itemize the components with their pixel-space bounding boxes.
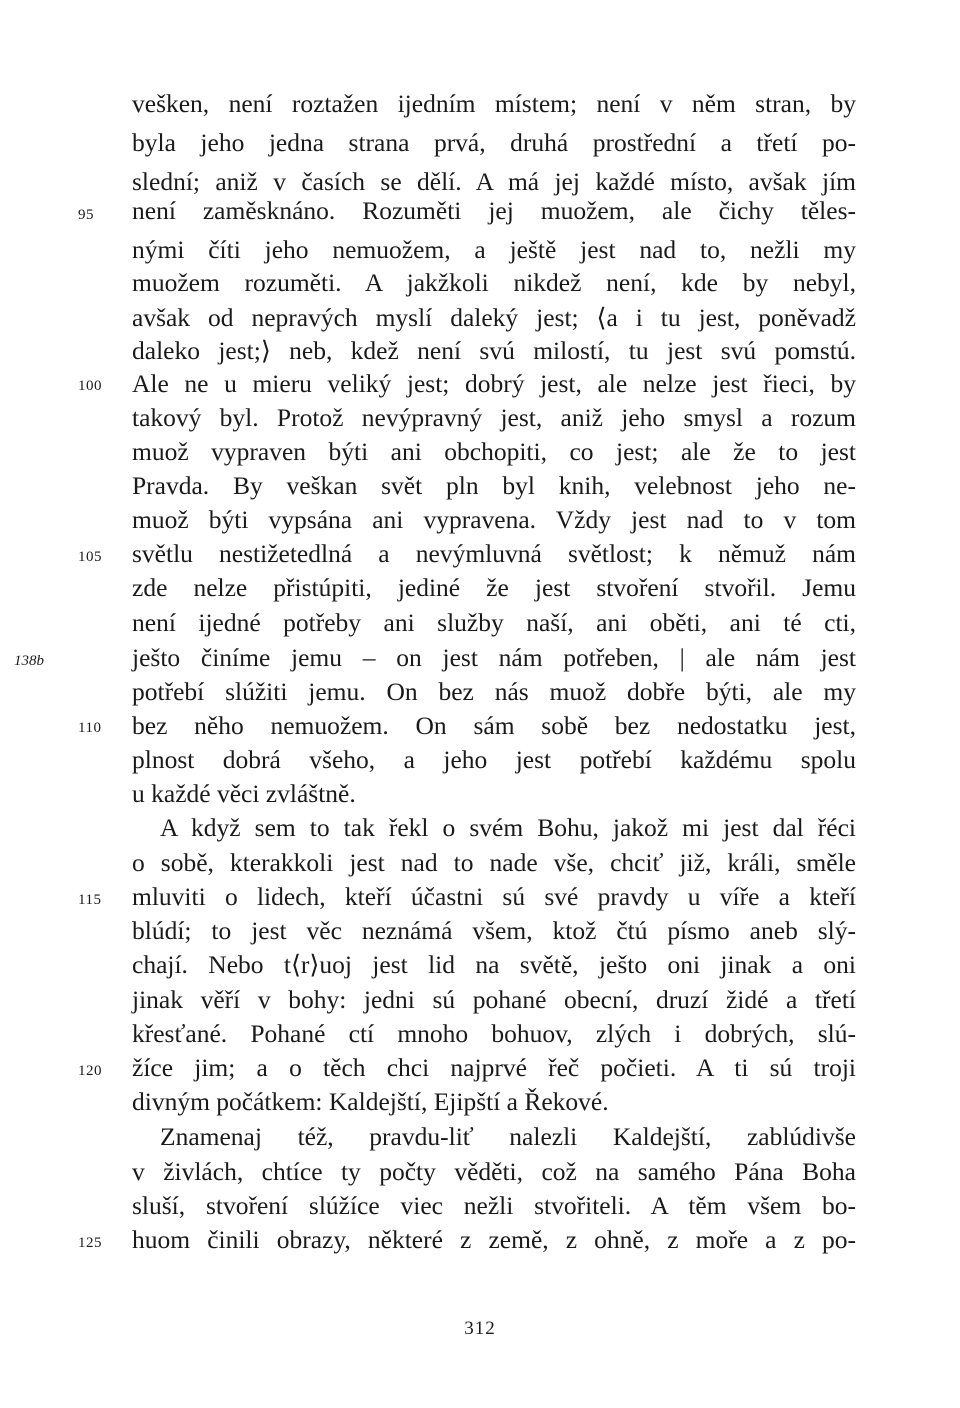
text-line: Ale ne u mieru veliký jest; dobrý jest, ale nelze jest řieci, by [132, 369, 856, 398]
text-line: sluší, stvoření slúžíce viec nežli stvořiteli. A těm všem bo- [132, 1191, 856, 1220]
text-line: chají. Nebo t⟨r⟩uoj jest lid na světě, ješto oni jinak a oni [132, 950, 856, 979]
text-line: divným počátkem: Kaldejští, Ejipští a Řekové. [132, 1087, 609, 1116]
line-number: 110 [78, 720, 102, 736]
text-line: žíce jim; a o těch chci najprvé řeč počieti. A ti sú troji [132, 1053, 856, 1082]
line-number: 120 [78, 1063, 102, 1079]
text-line: Pravda. By veškan svět pln byl knih, velebnost jeho ne- [132, 471, 856, 500]
text-line: bez něho nemuožem. On sám sobě bez nedostatku jest, [132, 711, 856, 740]
line-number: 115 [78, 892, 102, 908]
text-line: muož býti vypsána ani vypravena. Vždy jest nad to v tom [132, 505, 856, 534]
text-line: není ijedné potřeby ani služby naší, ani oběti, ani té cti, [132, 608, 856, 637]
text-line: o sobě, kterakkoli jest nad to nade vše, chciť již, králi, směle [132, 848, 856, 877]
text-line: huom činili obrazy, některé z země, z ohně, z moře a z po- [132, 1225, 856, 1254]
text-line: zde nelze přistúpiti, jediné že jest stvoření stvořil. Jemu [132, 573, 856, 602]
text-line: jinak věří v bohy: jedni sú pohané obecní, druzí židé a třetí [132, 985, 856, 1014]
page-number: 312 [464, 1318, 496, 1339]
text-line: byla jeho jedna strana prvá, druhá prostřední a třetí po- [132, 128, 856, 157]
text-line: světlu nestižetedlná a nevýmluvná světlost; k němuž nám [132, 539, 856, 568]
text-line: blúdí; to jest věc neznámá všem, ktož čtú písmo aneb slý- [132, 916, 856, 945]
line-number: 100 [78, 378, 102, 394]
folio-marker: 138b [14, 653, 44, 669]
text-line: mluviti o lidech, kteří účastni sú své pravdy u víře a kteří [132, 882, 856, 911]
text-line: plnost dobrá všeho, a jeho jest potřebí každému spolu [132, 745, 856, 774]
text-line: potřebí slúžiti jemu. On bez nás muož dobře býti, ale my [132, 677, 856, 706]
text-line: takový byl. Protož nevýpravný jest, aniž jeho smysl a rozum [132, 403, 856, 432]
text-line: ješto činíme jemu – on jest nám potřeben, | ale nám jest [132, 643, 856, 672]
text-line: nými číti jeho nemuožem, a ještě jest nad to, nežli my [132, 235, 856, 264]
line-number: 95 [78, 207, 94, 223]
line-number: 105 [78, 549, 102, 565]
text-line: u každé věci zvláštně. [132, 779, 356, 808]
text-line: avšak od nepravých myslí daleký jest; ⟨a i tu jest, poněvadž [132, 303, 856, 332]
text-line: muož vypraven býti ani obchopiti, co jest; ale že to jest [132, 437, 856, 466]
text-line: vešken, není roztažen ijedním místem; není v něm stran, by [132, 89, 856, 118]
text-line: Znamenaj též, pravdu-liť nalezli Kaldejští, zablúdivše [160, 1122, 856, 1151]
text-line: A když sem to tak řekl o svém Bohu, jakož mi jest dal řéci [160, 813, 856, 842]
line-number: 125 [78, 1235, 102, 1251]
text-line: křesťané. Pohané ctí mnoho bohuov, zlých i dobrých, slú- [132, 1019, 856, 1048]
text-line: v živlách, chtíce ty počty věděti, což na samého Pána Boha [132, 1157, 856, 1186]
text-line: slední; aniž v časích se dělí. A má jej každé místo, avšak jím [132, 167, 856, 196]
text-line: není zaměsknáno. Rozuměti jej muožem, ale čichy těles- [132, 196, 856, 225]
text-line: daleko jest;⟩ neb, kdež není svú milostí, tu jest svú pomstú. [132, 336, 856, 365]
text-line: muožem rozuměti. A jakžkoli nikdež není, kde by nebyl, [132, 268, 856, 297]
